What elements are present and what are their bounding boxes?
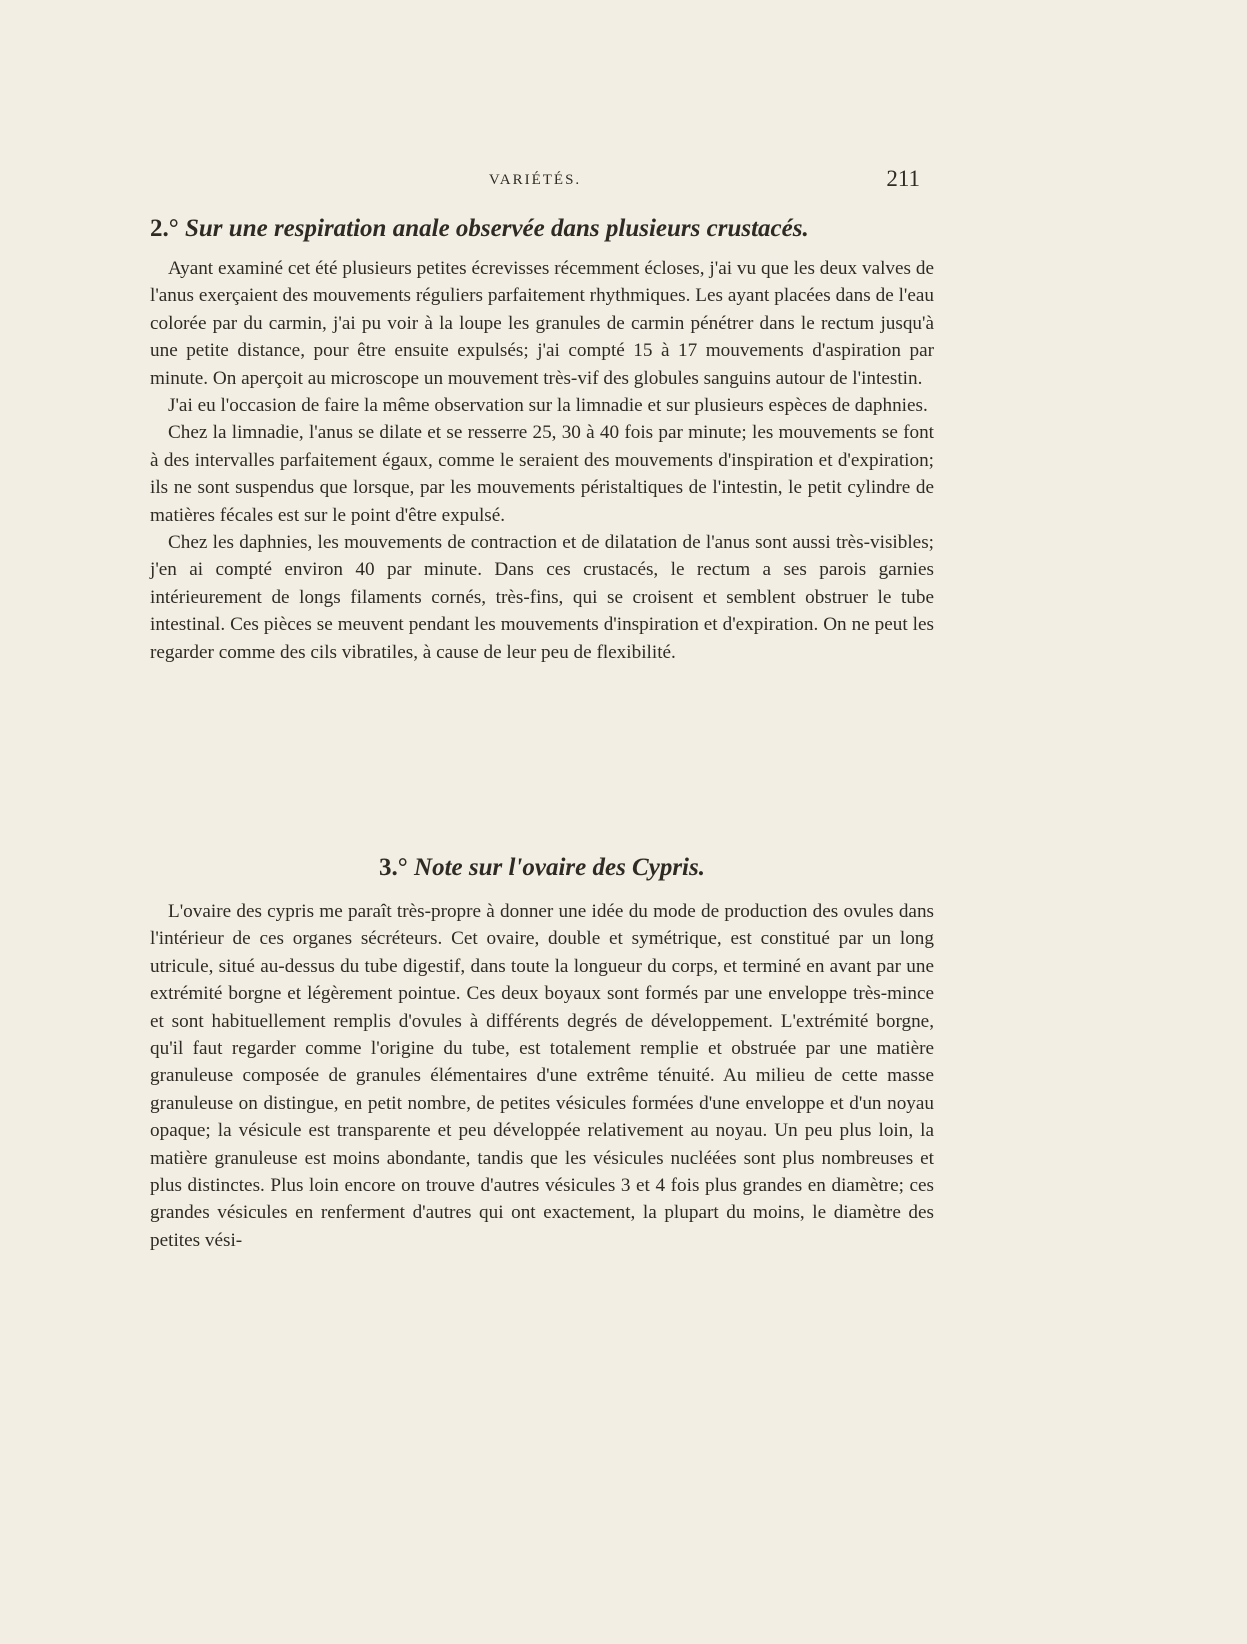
paragraph: Ayant examiné cet été plusieurs petites écrevisses récemment écloses, j'ai vu que les deux valves de l'anus exerçaient des mouvements réguliers parfaitement rhythmiques. Les ayant placées dans de l'eau colorée par du carmin, j'ai pu voir à la loupe les granules de carmin pénétrer dans le rectum jusqu'à une petite distance, pour être ensuite expulsés; j'ai compté 15 à 17 mouvements d'aspiration par minute. On aperçoit au microscope un mouvement très-vif des globules sanguins autour de l'intestin.	[150, 258, 934, 389]
section-3-heading	[150, 852, 934, 884]
running-header	[150, 166, 920, 200]
page-number: 211	[886, 166, 920, 191]
paragraph: Chez la limnadie, l'anus se dilate et se resserre 25, 30 à 40 fois par minute; les mouvements se font à des intervalles parfaitement égaux, comme le seraient des mouvements d'inspiration et d'expiration; ils ne sont suspendus que lorsque, par les mouvements péristaltiques de l'intestin, le petit cylindre de matières fécales est sur le point d'être expulsé.	[150, 422, 934, 526]
section-2-heading	[150, 213, 934, 245]
paragraph: Chez les daphnies, les mouvements de contraction et de dilatation de l'anus sont aussi très-visibles; j'en ai compté environ 40 par minute. Dans ces crustacés, le rectum a ses parois garnies intérieurement de longs filaments cornés, très-fins, qui se croisent et semblent obstruer le tube intestinal. Ces pièces se meuvent pendant les mouvements d'inspiration et d'expiration. On ne peut les regarder comme des cils vibratiles, à cause de leur peu de flexibilité.	[150, 532, 934, 663]
section-2-body	[150, 255, 934, 666]
section-3-number: 3.°	[379, 854, 408, 881]
section-3	[150, 852, 934, 1254]
section-3-title: Note sur l'ovaire des Cypris.	[414, 854, 705, 881]
section-2	[150, 213, 934, 666]
paragraph: L'ovaire des cypris me paraît très-propre à donner une idée du mode de production des ovules dans l'intérieur de ces organes sécréteurs. Cet ovaire, double et symétrique, est constitué par un long utricule, situé au-dessus du tube digestif, dans toute la longueur du corps, et terminé en avant par une extrémité borgne et légèrement pointue. Ces deux boyaux sont formés par une enveloppe très-mince et sont habituellement remplis d'ovules à différents degrés de développement. L'extrémité borgne, qu'il faut regarder comme l'origine du tube, est totalement remplie et obstruée par une matière granuleuse composée de granules élémentaires d'une extrême ténuité. Au milieu de cette masse granuleuse on distingue, en petit nombre, de petites vésicules formées d'une enveloppe et d'un noyau opaque; la vésicule est transparente et peu développée relativement au noyau. Un peu plus loin, la matière granuleuse est moins abondante, tandis que les vésicules nucléées sont plus nombreuses et plus distinctes. Plus loin encore on trouve d'autres vésicules 3 et 4 fois plus grandes en diamètre; ces grandes vésicules en renferment d'autres qui ont exactement, la plupart du moins, le diamètre des petites vési-	[150, 901, 934, 1251]
paragraph: J'ai eu l'occasion de faire la même observation sur la limnadie et sur plusieurs espèces de daphnies.	[168, 395, 928, 417]
section-2-title: Sur une respiration anale observée dans plusieurs crustacés.	[185, 215, 809, 242]
section-3-body	[150, 898, 934, 1254]
running-title: VARIÉTÉS.	[488, 172, 582, 188]
section-2-number: 2.°	[150, 215, 179, 242]
